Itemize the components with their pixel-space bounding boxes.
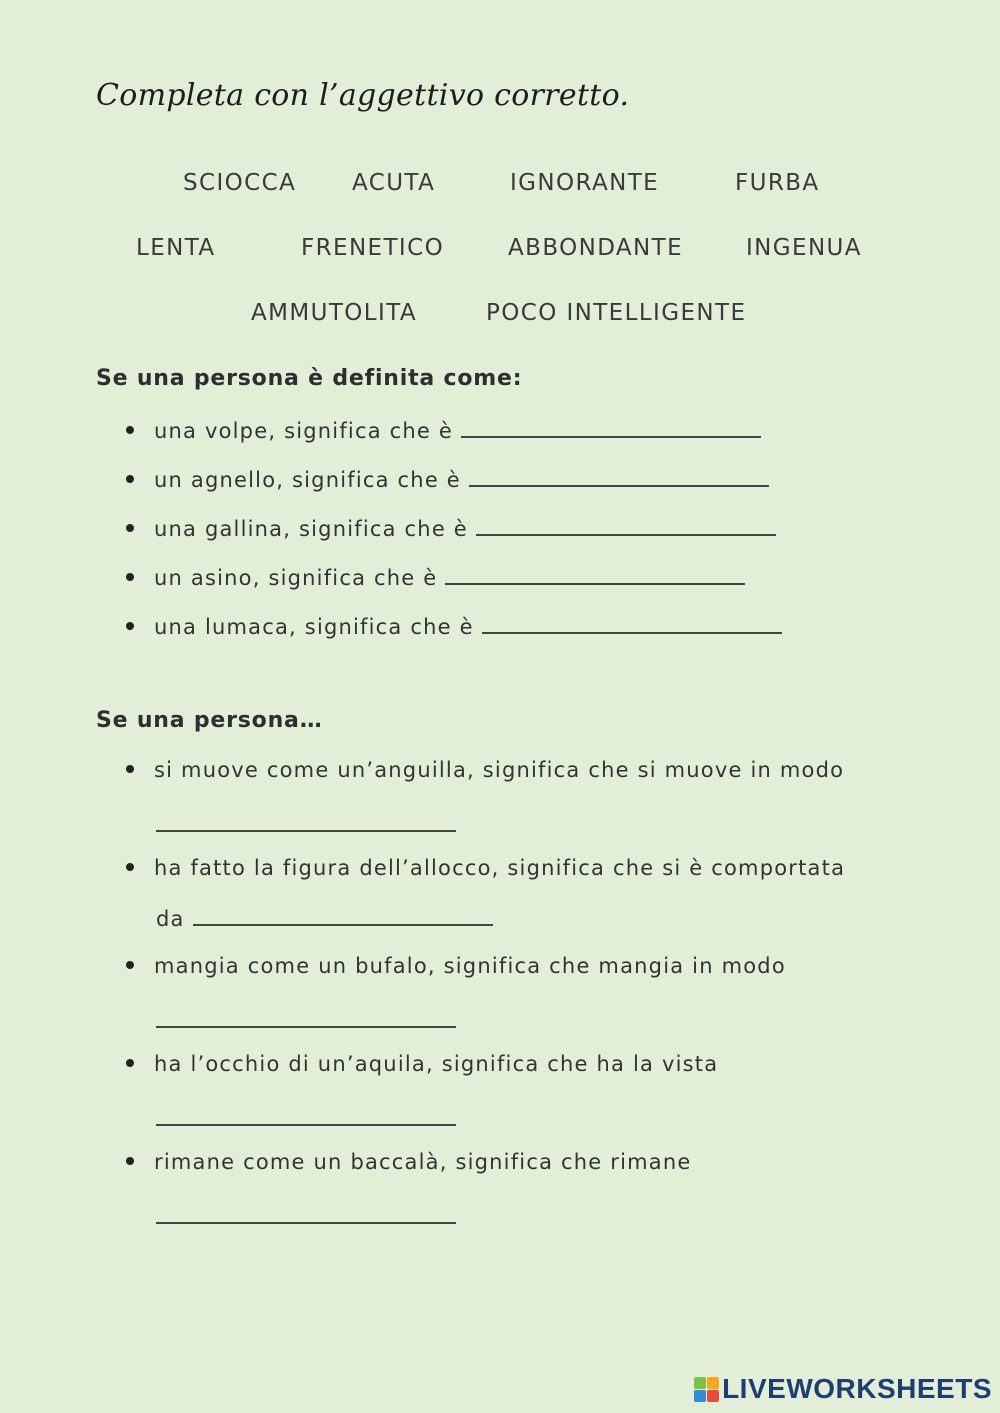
item-text: una lumaca, significa che è [154, 615, 474, 639]
item-text: rimane come un baccalà, significa che rimane [154, 1150, 692, 1174]
item-text: da [156, 907, 185, 931]
answer-blank[interactable] [482, 612, 782, 634]
bullet-icon [126, 622, 134, 630]
logo-square [707, 1377, 719, 1389]
answer-blank[interactable] [193, 904, 493, 926]
word-bank-item: INGENUA [746, 235, 862, 261]
brand-name: LIVEWORKSHEETS [722, 1373, 992, 1404]
item-text: una volpe, significa che è [154, 419, 454, 443]
list-item [126, 1052, 718, 1076]
answer-blank[interactable] [156, 1220, 456, 1224]
answer-blank[interactable] [461, 416, 761, 438]
bullet-icon [126, 765, 134, 773]
bullet-icon [126, 961, 134, 969]
list-item [126, 1150, 692, 1174]
bullet-icon [126, 475, 134, 483]
list-item-continuation [156, 904, 493, 931]
section1-heading: Se una persona è definita come: [96, 366, 523, 391]
word-bank-item: SCIOCCA [183, 170, 297, 196]
liveworksheets-logo [694, 1373, 992, 1405]
answer-blank[interactable] [476, 514, 776, 536]
word-bank-item: POCO INTELLIGENTE [486, 300, 747, 326]
logo-grid-icon [694, 1377, 719, 1402]
item-text: un agnello, significa che è [154, 468, 461, 492]
item-text: un asino, significa che è [154, 566, 438, 590]
word-bank-item: ACUTA [352, 170, 436, 196]
answer-blank[interactable] [445, 563, 745, 585]
word-bank-item: FURBA [735, 170, 820, 196]
list-item [126, 856, 845, 880]
list-item [126, 758, 844, 782]
list-item [126, 612, 782, 639]
logo-square [707, 1390, 719, 1402]
answer-blank[interactable] [469, 465, 769, 487]
bullet-icon [126, 1059, 134, 1067]
word-bank-item: IGNORANTE [510, 170, 660, 196]
list-item [126, 416, 761, 443]
word-bank-item: AMMUTOLITA [251, 300, 418, 326]
item-text: ha fatto la figura dell’allocco, significa che si è comportata [154, 856, 846, 880]
item-text: ha l’occhio di un’aquila, significa che ha la vista [154, 1052, 719, 1076]
item-text: si muove come un’anguilla, significa che si muove in modo [154, 758, 845, 782]
list-item [126, 954, 786, 978]
bullet-icon [126, 1157, 134, 1165]
bullet-icon [126, 524, 134, 532]
list-item [126, 563, 745, 590]
logo-square [694, 1377, 706, 1389]
list-item [126, 514, 776, 541]
word-bank-item: FRENETICO [301, 235, 445, 261]
answer-blank[interactable] [156, 1122, 456, 1126]
logo-square [694, 1390, 706, 1402]
item-text: mangia come un bufalo, significa che mangia in modo [154, 954, 786, 978]
list-item [126, 465, 769, 492]
section2-heading: Se una persona… [96, 708, 323, 733]
bullet-icon [126, 426, 134, 434]
item-text: una gallina, significa che è [154, 517, 468, 541]
answer-blank[interactable] [156, 1024, 456, 1028]
worksheet-title: Completa con l’aggettivo corretto. [96, 78, 630, 113]
word-bank-item: LENTA [136, 235, 216, 261]
bullet-icon [126, 573, 134, 581]
word-bank-item: ABBONDANTE [508, 235, 684, 261]
answer-blank[interactable] [156, 828, 456, 832]
bullet-icon [126, 863, 134, 871]
